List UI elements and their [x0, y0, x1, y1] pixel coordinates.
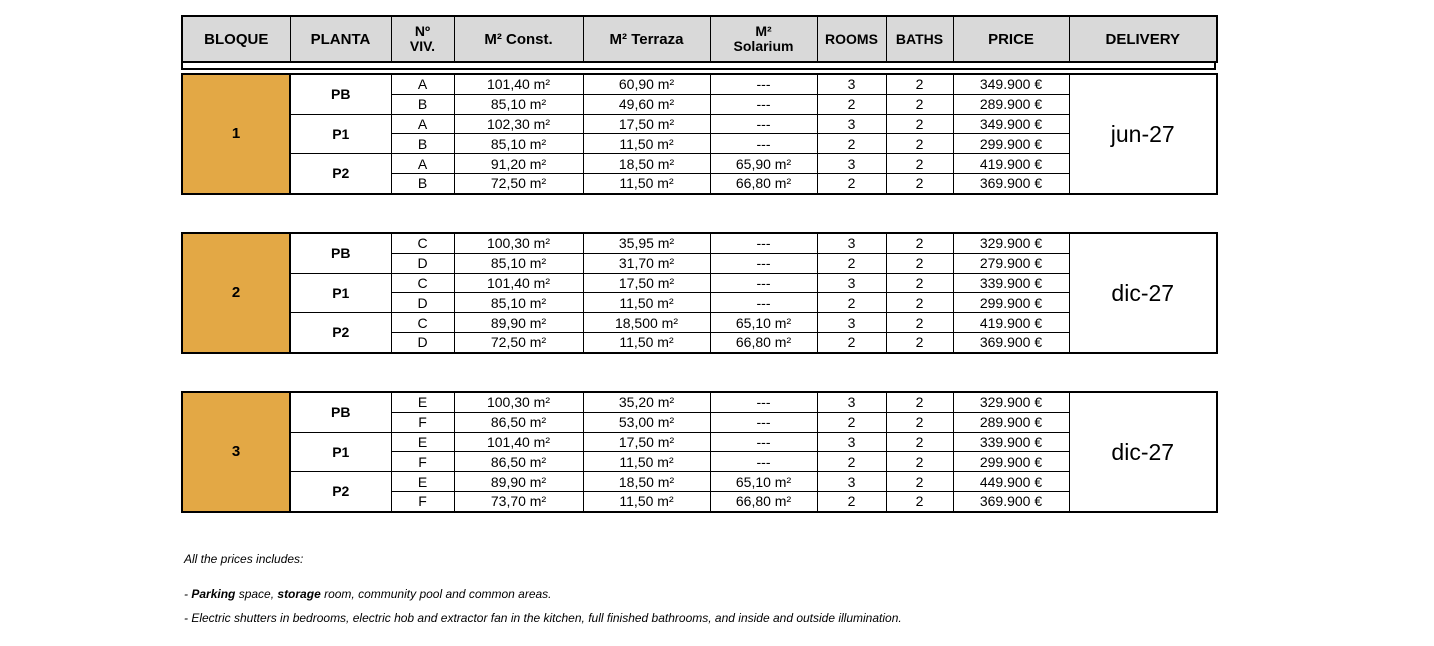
header-spacer-bar — [181, 63, 1216, 70]
m2-terraza-cell: 11,50 m² — [583, 452, 710, 472]
rooms-cell: 3 — [817, 313, 886, 333]
table-row — [182, 114, 1217, 134]
header-baths: BATHS — [886, 16, 953, 62]
header-bloque: BLOQUE — [182, 16, 290, 62]
m2-terraza-cell: 31,70 m² — [583, 253, 710, 273]
bloque-cell: 2 — [182, 233, 290, 353]
table-row — [182, 273, 1217, 293]
m2-terraza-cell: 11,50 m² — [583, 293, 710, 313]
viv-cell: E — [391, 392, 454, 412]
rooms-cell: 2 — [817, 491, 886, 511]
m2-const-cell: 73,70 m² — [454, 491, 583, 511]
m2-const-cell: 101,40 m² — [454, 273, 583, 293]
m2-terraza-cell: 49,60 m² — [583, 94, 710, 114]
baths-cell: 2 — [886, 114, 953, 134]
bloque-cell: 1 — [182, 74, 290, 194]
viv-cell: D — [391, 332, 454, 352]
header-nviv — [391, 16, 454, 62]
m2-terraza-cell: 17,50 m² — [583, 273, 710, 293]
viv-cell: E — [391, 432, 454, 452]
baths-cell: 2 — [886, 173, 953, 193]
viv-cell: A — [391, 154, 454, 174]
m2-terraza-cell: 11,50 m² — [583, 134, 710, 154]
header-nviv-line1: Nº — [414, 23, 431, 39]
price-cell: 279.900 € — [953, 253, 1069, 273]
m2-solarium-cell: --- — [710, 74, 817, 94]
price-cell: 369.900 € — [953, 173, 1069, 193]
planta-cell: PB — [290, 233, 391, 273]
table-row — [182, 432, 1217, 452]
viv-cell: F — [391, 452, 454, 472]
m2-const-cell: 100,30 m² — [454, 392, 583, 412]
m2-solarium-cell: --- — [710, 94, 817, 114]
viv-cell: C — [391, 273, 454, 293]
m2-solarium-cell: 66,80 m² — [710, 332, 817, 352]
m2-solarium-cell: --- — [710, 253, 817, 273]
planta-cell: PB — [290, 74, 391, 114]
price-cell: 419.900 € — [953, 313, 1069, 333]
planta-cell: P1 — [290, 273, 391, 313]
rooms-cell: 3 — [817, 273, 886, 293]
viv-cell: F — [391, 491, 454, 511]
m2-solarium-cell: --- — [710, 452, 817, 472]
header-delivery: DELIVERY — [1069, 16, 1217, 62]
price-cell: 419.900 € — [953, 154, 1069, 174]
viv-cell: C — [391, 233, 454, 253]
baths-cell: 2 — [886, 313, 953, 333]
block-table-1 — [181, 73, 1218, 195]
m2-solarium-cell: 65,10 m² — [710, 313, 817, 333]
m2-solarium-cell: --- — [710, 233, 817, 253]
table-row — [182, 154, 1217, 174]
baths-cell: 2 — [886, 332, 953, 352]
viv-cell: B — [391, 94, 454, 114]
block-table-2 — [181, 232, 1218, 354]
m2-const-cell: 86,50 m² — [454, 412, 583, 432]
price-cell: 329.900 € — [953, 392, 1069, 412]
baths-cell: 2 — [886, 233, 953, 253]
notes-intro: All the prices includes: — [184, 552, 304, 566]
price-cell: 299.900 € — [953, 293, 1069, 313]
viv-cell: B — [391, 173, 454, 193]
planta-cell: P2 — [290, 154, 391, 194]
planta-cell: PB — [290, 392, 391, 432]
m2-solarium-cell: 66,80 m² — [710, 491, 817, 511]
price-table-header — [181, 15, 1218, 63]
delivery-cell: dic-27 — [1069, 233, 1217, 353]
table-row — [182, 233, 1217, 253]
block-table-3 — [181, 391, 1218, 513]
m2-solarium-cell: 65,10 m² — [710, 472, 817, 492]
rooms-cell: 2 — [817, 412, 886, 432]
viv-cell: A — [391, 114, 454, 134]
m2-const-cell: 101,40 m² — [454, 432, 583, 452]
price-cell: 339.900 € — [953, 432, 1069, 452]
rooms-cell: 3 — [817, 432, 886, 452]
notes-line1-rest: room, community pool and common areas. — [320, 587, 552, 601]
rooms-cell: 3 — [817, 233, 886, 253]
rooms-cell: 2 — [817, 173, 886, 193]
m2-terraza-cell: 11,50 m² — [583, 173, 710, 193]
notes-line-1 — [184, 587, 552, 601]
m2-solarium-cell: --- — [710, 392, 817, 412]
m2-const-cell: 101,40 m² — [454, 74, 583, 94]
baths-cell: 2 — [886, 452, 953, 472]
header-solarium-line2: Solarium — [733, 38, 794, 54]
price-cell: 329.900 € — [953, 233, 1069, 253]
m2-const-cell: 85,10 m² — [454, 134, 583, 154]
header-m2-const: M² Const. — [454, 16, 583, 62]
baths-cell: 2 — [886, 154, 953, 174]
header-m2-solarium — [710, 16, 817, 62]
viv-cell: D — [391, 293, 454, 313]
m2-const-cell: 89,90 m² — [454, 313, 583, 333]
baths-cell: 2 — [886, 74, 953, 94]
price-cell: 339.900 € — [953, 273, 1069, 293]
price-cell: 369.900 € — [953, 332, 1069, 352]
baths-cell: 2 — [886, 253, 953, 273]
m2-terraza-cell: 18,50 m² — [583, 472, 710, 492]
rooms-cell: 3 — [817, 392, 886, 412]
table-row — [182, 472, 1217, 492]
m2-solarium-cell: --- — [710, 273, 817, 293]
m2-terraza-cell: 35,20 m² — [583, 392, 710, 412]
header-price: PRICE — [953, 16, 1069, 62]
price-cell: 289.900 € — [953, 412, 1069, 432]
rooms-cell: 2 — [817, 253, 886, 273]
baths-cell: 2 — [886, 491, 953, 511]
m2-terraza-cell: 11,50 m² — [583, 491, 710, 511]
header-planta: PLANTA — [290, 16, 391, 62]
rooms-cell: 3 — [817, 154, 886, 174]
rooms-cell: 3 — [817, 472, 886, 492]
price-cell: 349.900 € — [953, 74, 1069, 94]
notes-parking: Parking — [191, 587, 236, 601]
rooms-cell: 2 — [817, 332, 886, 352]
m2-const-cell: 100,30 m² — [454, 233, 583, 253]
m2-const-cell: 91,20 m² — [454, 154, 583, 174]
m2-solarium-cell: 65,90 m² — [710, 154, 817, 174]
rooms-cell: 2 — [817, 452, 886, 472]
notes-line-2: - Electric shutters in bedrooms, electric hob and extractor fan in the kitchen, full finished bathrooms, and inside and outside illumination. — [184, 611, 902, 625]
table-row — [182, 313, 1217, 333]
m2-terraza-cell: 11,50 m² — [583, 332, 710, 352]
price-cell: 299.900 € — [953, 134, 1069, 154]
m2-const-cell: 85,10 m² — [454, 293, 583, 313]
baths-cell: 2 — [886, 273, 953, 293]
planta-cell: P2 — [290, 472, 391, 512]
table-row — [182, 392, 1217, 412]
viv-cell: E — [391, 472, 454, 492]
m2-const-cell: 85,10 m² — [454, 94, 583, 114]
notes-storage: storage — [277, 587, 321, 601]
delivery-cell: dic-27 — [1069, 392, 1217, 512]
m2-const-cell: 85,10 m² — [454, 253, 583, 273]
delivery-cell: jun-27 — [1069, 74, 1217, 194]
m2-const-cell: 102,30 m² — [454, 114, 583, 134]
m2-const-cell: 86,50 m² — [454, 452, 583, 472]
m2-terraza-cell: 60,90 m² — [583, 74, 710, 94]
baths-cell: 2 — [886, 94, 953, 114]
baths-cell: 2 — [886, 293, 953, 313]
m2-const-cell: 72,50 m² — [454, 332, 583, 352]
baths-cell: 2 — [886, 392, 953, 412]
m2-terraza-cell: 18,50 m² — [583, 154, 710, 174]
m2-const-cell: 89,90 m² — [454, 472, 583, 492]
m2-solarium-cell: --- — [710, 432, 817, 452]
rooms-cell: 3 — [817, 114, 886, 134]
baths-cell: 2 — [886, 472, 953, 492]
viv-cell: A — [391, 74, 454, 94]
planta-cell: P1 — [290, 114, 391, 154]
viv-cell: C — [391, 313, 454, 333]
price-cell: 299.900 € — [953, 452, 1069, 472]
viv-cell: B — [391, 134, 454, 154]
m2-terraza-cell: 17,50 m² — [583, 114, 710, 134]
baths-cell: 2 — [886, 432, 953, 452]
m2-terraza-cell: 35,95 m² — [583, 233, 710, 253]
header-m2-terraza: M² Terraza — [583, 16, 710, 62]
table-row — [182, 74, 1217, 94]
baths-cell: 2 — [886, 412, 953, 432]
rooms-cell: 3 — [817, 74, 886, 94]
planta-cell: P1 — [290, 432, 391, 472]
m2-terraza-cell: 17,50 m² — [583, 432, 710, 452]
viv-cell: D — [391, 253, 454, 273]
m2-const-cell: 72,50 m² — [454, 173, 583, 193]
rooms-cell: 2 — [817, 293, 886, 313]
m2-solarium-cell: 66,80 m² — [710, 173, 817, 193]
m2-solarium-cell: --- — [710, 412, 817, 432]
notes-line1-prefix: - — [184, 587, 192, 601]
header-rooms: ROOMS — [817, 16, 886, 62]
m2-solarium-cell: --- — [710, 293, 817, 313]
rooms-cell: 2 — [817, 94, 886, 114]
price-cell: 449.900 € — [953, 472, 1069, 492]
viv-cell: F — [391, 412, 454, 432]
baths-cell: 2 — [886, 134, 953, 154]
price-cell: 289.900 € — [953, 94, 1069, 114]
m2-terraza-cell: 18,500 m² — [583, 313, 710, 333]
m2-solarium-cell: --- — [710, 134, 817, 154]
m2-terraza-cell: 53,00 m² — [583, 412, 710, 432]
header-solarium-line1: M² — [755, 23, 772, 39]
price-cell: 369.900 € — [953, 491, 1069, 511]
m2-solarium-cell: --- — [710, 114, 817, 134]
header-nviv-line2: VIV. — [409, 38, 436, 54]
bloque-cell: 3 — [182, 392, 290, 512]
rooms-cell: 2 — [817, 134, 886, 154]
price-cell: 349.900 € — [953, 114, 1069, 134]
planta-cell: P2 — [290, 313, 391, 353]
notes-line1-mid: space, — [235, 587, 278, 601]
